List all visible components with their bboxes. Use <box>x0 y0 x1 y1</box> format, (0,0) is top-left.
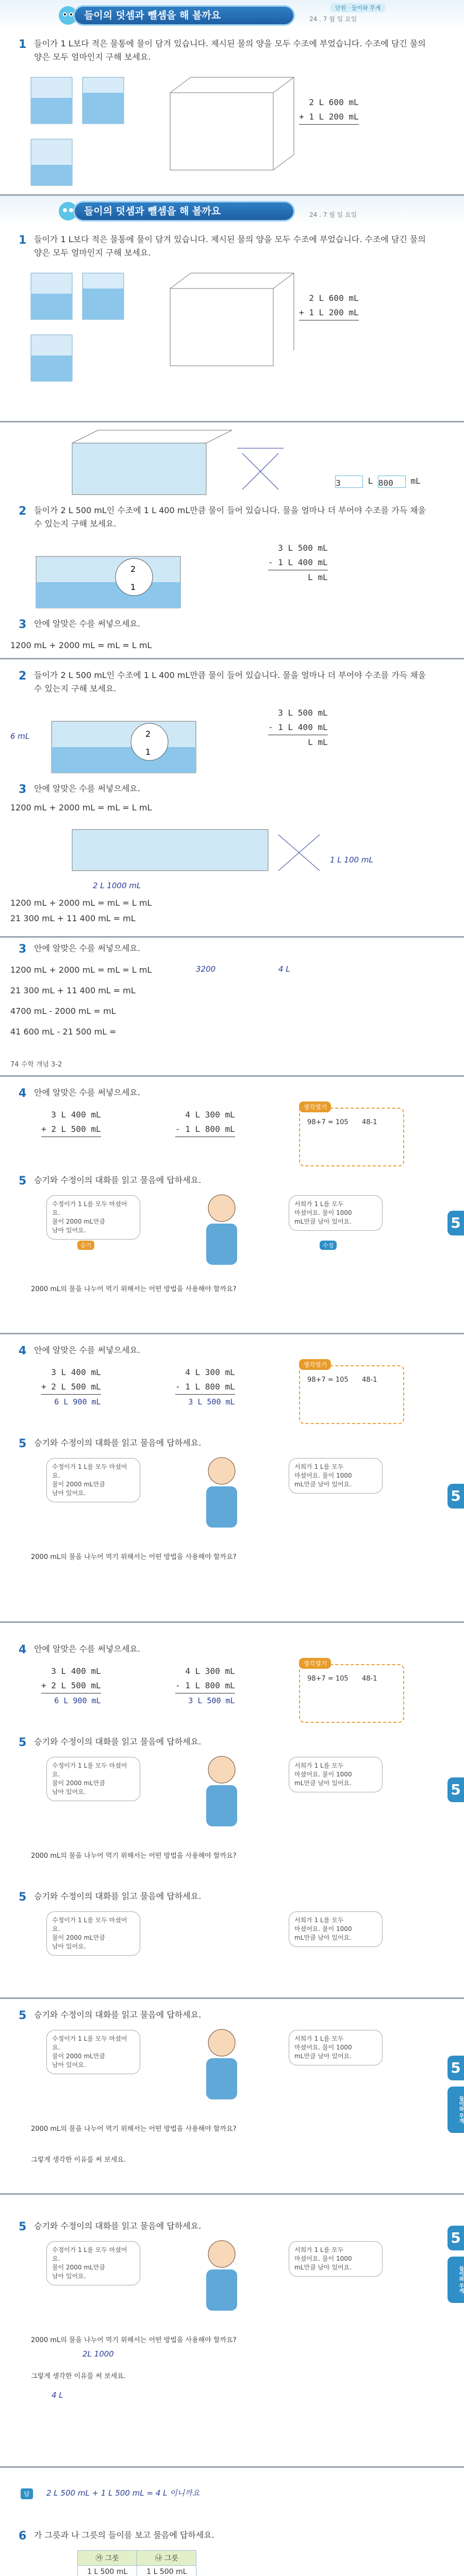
page-strip-9 <box>0 1999 464 2195</box>
question-number: 5 <box>19 2221 27 2233</box>
equation-row: 1200 mL + 2000 mL = mL = L mL <box>10 640 152 650</box>
tank-figure <box>67 428 376 500</box>
speech-bubble-left: 수정이가 1 L를 모두 마셨어요. 물이 2000 mL만큼 남아 있어요. <box>46 1757 140 1801</box>
boy-figure <box>196 2236 247 2318</box>
question-text: 승기와 수정이의 대화를 읽고 물음에 답하세요. <box>34 2010 202 2020</box>
example-box: 생각열기 98+7 = 105 48-1 <box>299 1365 404 1424</box>
question-number: 4 <box>19 1345 27 1358</box>
date-line: 24 . 7 월 일 요일 <box>309 15 357 23</box>
addition-calc: 3 L 400 mL + 2 L 500 mL 6 L 900 mL <box>41 1664 101 1708</box>
subtraction-calc: 3 L 500 mL - 1 L 400 mL L mL <box>268 541 328 585</box>
question-number: 5 <box>19 2009 27 2022</box>
sub-question: 2000 mL의 물을 나누어 먹기 위해서는 어떤 방법을 사용해야 할까요? <box>31 1285 237 1293</box>
sub-question: 그렇게 생각한 이유를 써 보세요. <box>31 2372 126 2380</box>
equation-row: 41 600 mL - 21 500 mL = <box>10 1027 117 1037</box>
question-number: 4 <box>19 1087 27 1100</box>
lesson-title: 들이의 덧셈과 뺄셈을 해 볼까요 <box>73 201 295 222</box>
answer-label: 답 <box>21 2488 33 2499</box>
svg-text:2: 2 <box>145 729 151 739</box>
question-text: 승기와 수정이의 대화를 읽고 물음에 답하세요. <box>34 2221 202 2231</box>
addition-calc: 3 L 400 mL + 2 L 500 mL 6 L 900 mL <box>41 1365 101 1409</box>
speech-bubble-left: 수정이가 1 L를 모두 마셨어요. 물이 2000 mL만큼 남아 있어요. <box>46 1195 140 1240</box>
sub-question: 그렇게 생각한 이유를 써 보세요. <box>31 2156 126 2164</box>
speech-bubble-right: 서희가 1 L를 모두 마셨어요. 물이 1000 mL만큼 남아 있어요. <box>289 1911 383 1947</box>
speech-bubble-left: 수정이가 1 L를 모두 마셨어요. 물이 2000 mL만큼 남아 있어요. <box>46 2241 140 2285</box>
speech-bubble-left: 수정이가 1 L를 모두 마셨어요. 물이 2000 mL만큼 남아 있어요. <box>46 2030 140 2074</box>
speech-bubble-right: 서희가 1 L를 모두 마셨어요. 물이 1000 mL만큼 남아 있어요. <box>289 1195 383 1231</box>
question-text: 안에 알맞은 수를 써넣으세요. <box>34 784 140 793</box>
question-number: 4 <box>19 1643 27 1656</box>
sub-question: 2000 mL의 물을 나누어 먹기 위해서는 어떤 방법을 사용해야 할까요? <box>31 2336 237 2344</box>
svg-text:2: 2 <box>130 564 136 574</box>
question-text: 들이가 1 L보다 적은 물통에 물이 담겨 있습니다. 제시된 물의 양을 모두 수조에 부었습니다. 수조에 담긴 물의 양은 모두 얼마인지 구해 보세요. <box>34 234 426 258</box>
question-text: 승기와 수정이의 대화를 읽고 물음에 답하세요. <box>34 1737 202 1747</box>
handwritten-note: 2 L 1000 mL <box>93 881 141 890</box>
example-box: 생각열기 98+7 = 105 48-1 <box>299 1664 404 1723</box>
speech-bubble-right: 서희가 1 L를 모두 마셨어요. 물이 1000 mL만큼 남아 있어요. <box>289 1757 383 1792</box>
question-text: 승기와 수정이의 대화를 읽고 물음에 답하세요. <box>34 1175 202 1185</box>
lesson-tag: 단원 · 들이와 무게 <box>330 3 386 12</box>
lesson-header <box>0 0 464 30</box>
question-text: 안에 알맞은 수를 써넣으세요. <box>34 1345 140 1355</box>
equation-row: 21 300 mL + 11 400 mL = mL <box>10 913 136 923</box>
question-text: 안에 알맞은 수를 써넣으세요. <box>34 619 140 629</box>
question-number: 6 <box>19 2530 27 2543</box>
unit-side-tab: 5 <box>448 1484 464 1509</box>
page-strip-11 <box>0 2468 464 2576</box>
example-box: 생각열기 98+7 = 105 48-1 <box>299 1108 404 1166</box>
tank-with-cup-figure <box>31 536 227 613</box>
handwritten-note: 6 mL <box>10 732 30 741</box>
question-text: 들이가 2 L 500 mL인 수조에 1 L 400 mL만큼 물이 들어 있습니다. 물을 얼마나 더 부어야 수조를 가득 채울 수 있는지 구해 보세요. <box>34 505 426 529</box>
unit-side-tab: 5 <box>448 1211 464 1235</box>
page-strip-5 <box>0 938 464 1077</box>
question-number: 3 <box>19 943 27 956</box>
lesson-title: 들이의 덧셈과 뺄셈을 해 볼까요 <box>73 5 295 26</box>
unit-side-tab: 5 <box>448 1777 464 1802</box>
sub-question: 2000 mL의 물을 나누어 먹기 위해서는 어떤 방법을 사용해야 할까요? <box>31 2125 237 2133</box>
speech-bubble-right: 서희가 1 L를 모두 마셨어요. 물이 1000 mL만큼 남아 있어요. <box>289 1458 383 1494</box>
container-table: ㉮ 그릇 ㉯ 그릇 1 L 500 mL 1 L 500 mL <box>77 2550 196 2576</box>
subtraction-calc: 4 L 300 mL - 1 L 800 mL 3 L 500 mL <box>175 1365 235 1409</box>
answer-box[interactable]: 800 <box>378 476 406 488</box>
unit-name-tab: 들이와 무게 <box>448 2087 464 2133</box>
question-number: 2 <box>19 670 27 683</box>
equation-row: 21 300 mL + 11 400 mL = mL <box>10 986 136 995</box>
subtraction-calc: 4 L 300 mL - 1 L 800 mL 3 L 500 mL <box>175 1664 235 1708</box>
question-text: 안에 알맞은 수를 써넣으세요. <box>34 1088 140 1097</box>
addition-calc: 3 L 400 mL + 2 L 500 mL <box>41 1108 101 1151</box>
subtraction-calc: 4 L 300 mL - 1 L 800 mL <box>175 1108 235 1151</box>
page-strip-6 <box>0 1077 464 1334</box>
boy-figure <box>196 1190 247 1273</box>
answer-boxes: 3 L 800 mL <box>336 476 421 488</box>
handwritten-note: 2L 1000 <box>82 2349 114 2359</box>
unit-side-tab: 5 <box>448 2226 464 2250</box>
unit-name-tab: 들이와 무게 <box>448 2257 464 2303</box>
page-strip-10 <box>0 2195 464 2468</box>
handwritten-note: 1 L 100 mL <box>330 855 373 865</box>
handwritten-note: 3200 <box>196 964 216 974</box>
speech-bubble-right: 서희가 1 L를 모두 마셨어요. 물이 1000 mL만큼 남아 있어요. <box>289 2030 383 2065</box>
question-text: 안에 알맞은 수를 써넣으세요. <box>34 1644 140 1654</box>
svg-text:1: 1 <box>145 747 151 757</box>
answer-box[interactable]: 3 <box>335 476 363 488</box>
question-number: 5 <box>19 1437 27 1450</box>
tank-sketch <box>41 819 330 881</box>
handwritten-note: 2 L 500 mL + 1 L 500 mL = 4 L 이니까요 <box>46 2488 200 2498</box>
question-text: 가 그릇과 나 그릇의 들이를 보고 물음에 답하세요. <box>34 2530 214 2540</box>
addition-calc: 2 L 600 mL + 1 L 200 mL <box>299 291 359 335</box>
question-number: 1 <box>19 234 27 247</box>
equation-row: 1200 mL + 2000 mL = mL = L mL <box>10 898 152 908</box>
equation-row: 1200 mL + 2000 mL = mL = L mL <box>10 965 152 975</box>
page-strip-3 <box>0 422 464 659</box>
speaker-tag: 수정 <box>320 1241 337 1250</box>
lesson-header <box>0 196 464 226</box>
speaker-tag: 승기 <box>77 1241 94 1250</box>
handwritten-note: 4 L <box>52 2391 63 2400</box>
question-text: 승기와 수정이의 대화를 읽고 물음에 답하세요. <box>34 1891 202 1901</box>
question-number: 5 <box>19 1175 27 1188</box>
speech-bubble-right: 서희가 1 L를 모두 마셨어요. 물이 1000 mL만큼 남아 있어요. <box>289 2241 383 2277</box>
page-strip-8 <box>0 1623 464 1999</box>
question-number: 5 <box>19 1736 27 1749</box>
question-text: 들이가 2 L 500 mL인 수조에 1 L 400 mL만큼 물이 들어 있습니다. 물을 얼마나 더 부어야 수조를 가득 채울 수 있는지 구해 보세요. <box>34 670 426 693</box>
question-number: 2 <box>19 505 27 518</box>
handwritten-note: 4 L <box>278 964 290 974</box>
question-number: 3 <box>19 618 27 631</box>
boy-figure <box>196 2025 247 2107</box>
date-line: 24 . 7 월 일 요일 <box>309 211 357 218</box>
measuring-cups-figure <box>26 268 397 402</box>
addition-calc: 2 L 600 mL + 1 L 200 mL <box>299 95 359 139</box>
speech-bubble-left: 수정이가 1 L를 모두 마셨어요. 물이 2000 mL만큼 남아 있어요. <box>46 1458 140 1502</box>
question-text: 승기와 수정이의 대화를 읽고 물음에 답하세요. <box>34 1438 202 1448</box>
page-strip-7 <box>0 1334 464 1623</box>
speech-bubble-left: 수정이가 1 L를 모두 마셨어요. 물이 2000 mL만큼 남아 있어요. <box>46 1911 140 1956</box>
page-strip-4 <box>0 659 464 938</box>
sub-question: 2000 mL의 물을 나누어 먹기 위해서는 어떤 방법을 사용해야 할까요? <box>31 1553 237 1561</box>
sub-question: 2000 mL의 물을 나누어 먹기 위해서는 어떤 방법을 사용해야 할까요? <box>31 1852 237 1860</box>
boy-figure <box>196 1453 247 1535</box>
equation-row: 4700 mL - 2000 mL = mL <box>10 1006 116 1016</box>
equation-row: 1200 mL + 2000 mL = mL = L mL <box>10 803 152 812</box>
svg-text:1: 1 <box>130 582 136 592</box>
question-text: 안에 알맞은 수를 써넣으세요. <box>34 943 140 953</box>
subtraction-calc: 3 L 500 mL - 1 L 400 mL L mL <box>268 706 328 750</box>
question-number: 3 <box>19 783 27 796</box>
question-number: 5 <box>19 1891 27 1904</box>
question-text: 들이가 1 L보다 적은 물통에 물이 담겨 있습니다. 제시된 물의 양을 모두 수조에 부었습니다. 수조에 담긴 물의 양은 모두 얼마인지 구해 보세요. <box>34 39 426 62</box>
boy-figure <box>196 1752 247 1834</box>
unit-side-tab: 5 <box>448 2056 464 2080</box>
tank-with-cup-figure <box>31 701 247 778</box>
question-number: 1 <box>19 38 27 51</box>
page-strip-1 <box>0 0 464 196</box>
page-strip-2 <box>0 196 464 422</box>
page-number: 74 수학 개념 3-2 <box>10 1061 62 1069</box>
